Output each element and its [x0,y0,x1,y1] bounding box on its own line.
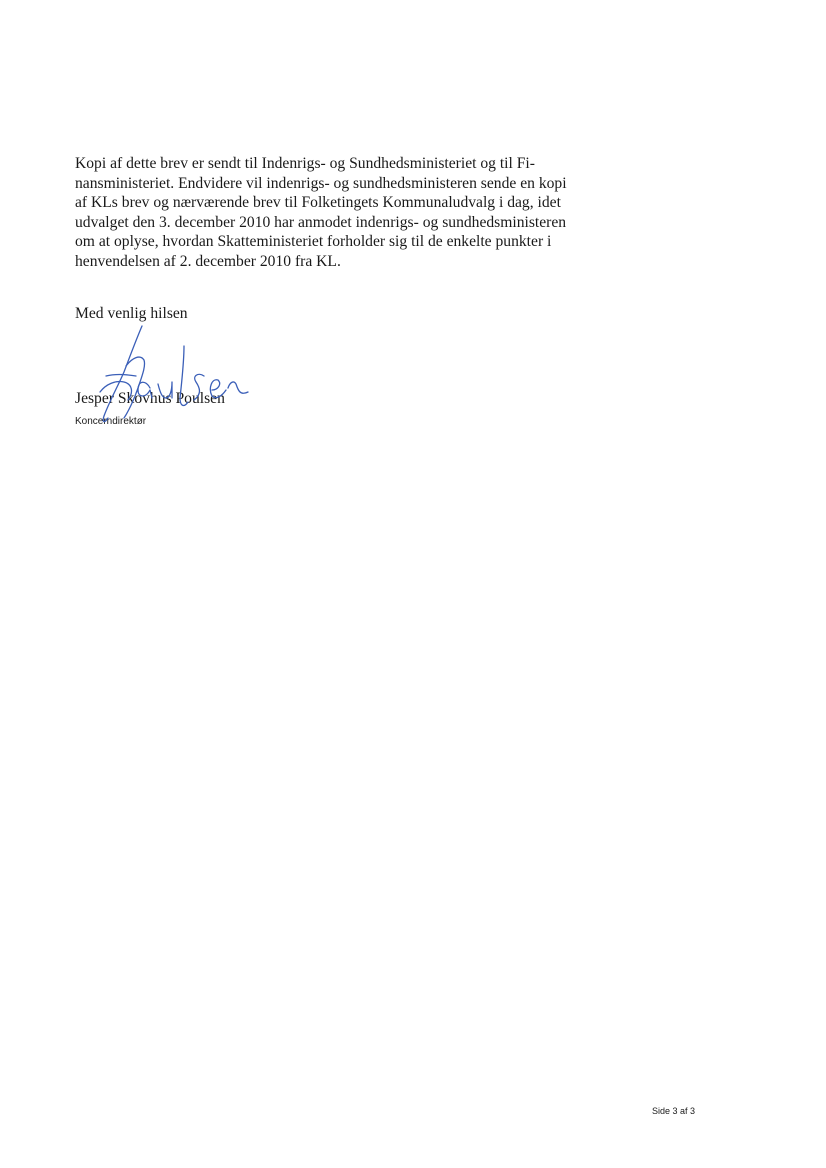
body-line: henvendelsen af 2. december 2010 fra KL. [75,252,341,270]
page-number: Side 3 af 3 [652,1106,696,1116]
body-line: om at oplyse, hvordan Skatteministeriet forholder sig til de enkelte punkter i [75,233,552,251]
signer-title: Koncerndirektør [75,416,147,427]
closing-salutation: Med venlig hilsen [75,305,188,322]
handwritten-signature [80,318,250,430]
body-line: Kopi af dette brev er sendt til Indenrigs- og Sundhedsministeriet og til Fi- [75,155,535,172]
body-line: nansministeriet. Endvidere vil indenrigs- og sundhedsministeren sende en kopi [75,174,567,192]
body-line: udvalget den 3. december 2010 har anmodet indenrigs- og sundhedsministeren [75,213,567,231]
body-line: af KLs brev og nærværende brev til Folketingets Kommunaludvalg i dag, idet [75,194,561,212]
letter-body [75,154,635,272]
signer-name: Jesper Skovhus Poulsen [75,390,225,407]
